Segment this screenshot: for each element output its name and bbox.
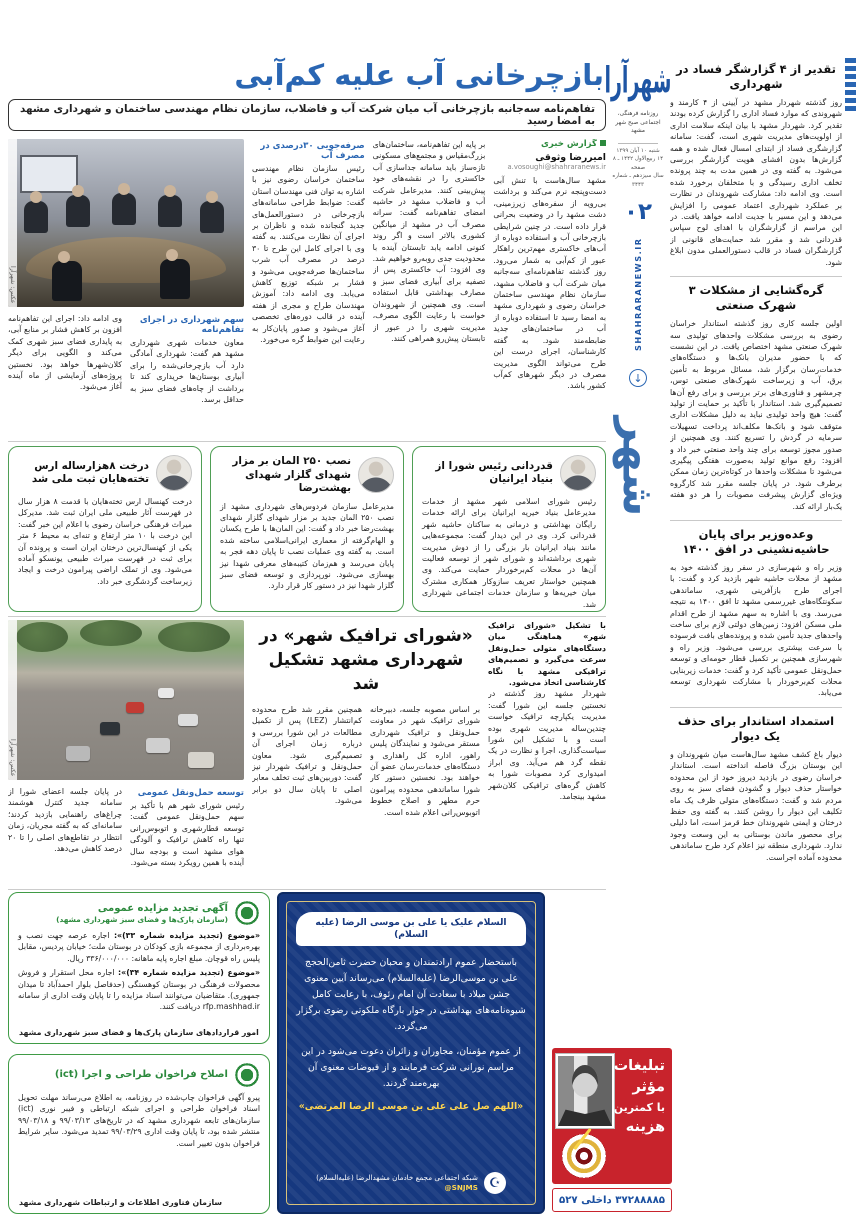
traffic-photo-block	[8, 620, 244, 886]
traffic-under-photo	[8, 786, 244, 886]
card-title: قدردانی رئیس شورا از بنیاد ایرانیان	[435, 459, 553, 485]
lead-headline: بازچرخانی آب علیه کم‌آبی	[234, 58, 604, 92]
masthead-strip	[604, 56, 672, 986]
ad-title: اصلاح فراخوان طراحی و اجرا (ict)	[54, 1069, 228, 1080]
date-hijri: ۱۴ ربیع‌الاول ۱۴۴۲ ـ ۸ صفحه	[612, 156, 664, 171]
article-text: رئیس شورای شهر هم با تأکید بر سهم حمل‌ونقل عمومی گفت: توسعه قطارشهری و اتوبوس‌رانی تنها راه کاهش ترافیک و آلودگی هوای مشهد است و بودجه سال آینده با همین رویکرد بسته می‌شود.	[130, 801, 244, 868]
tree-shape	[80, 620, 142, 646]
article-text: شهردار مشهد روز گذشته در نخستین جلسه این شورا گفت: مدیریت یکپارچه ترافیک خواست چندین‌ساله مدیریت شهری بوده است و با تشکیل این شورا سیاست‌گذاری، اجرا و نظارت در یک نقطه گرد هم می‌آید. وی ابراز امیدواری کرد مصوبات شورا به کاهش گره‌های ترافیکی کلان‌شهر مشهد بینجامد.	[488, 689, 606, 802]
card-title: درخت ۸هزارساله ارس تخته‌هایان ثبت ملی شد	[31, 459, 149, 485]
ad-item	[18, 967, 260, 1013]
promo-column	[552, 1048, 672, 1214]
edition-bar	[845, 98, 856, 103]
brief-body: روز گذشته شهردار مشهد در آیینی از ۴ کارمند و شهروندی که موارد فساد اداری را گزارش کرده بودند تقدیر کرد. شهردار مشهد با بیان اینکه سلامت اداری از اولویت‌های مدیریت شهری است، گفت: سامانه گزارشگری فساد از ابتدای امسال فعال شده و همه گزارش‌ها بدون افشای هویت گزارشگر بررسی می‌شود. به گفته وی در همین مدت به چند پرونده تخلف اداری رسیدگی و با متخلفان برخورد شده است. وی ادامه داد: مشارکت شهروندان در نظارت بر عملکرد شهرداری اعتماد عمومی را افزایش می‌دهد و این مسیر با جدیت ادامه خواهد یافت. در این مراسم از گزارشگران با اهدای لوح سپاس قدردانی شد و مقرر شد حمایت‌های قانونی از گزارشگران فساد در قالب دستورالعملی مدون ابلاغ شود.	[670, 98, 842, 267]
crescent-icon: ☪	[484, 1172, 506, 1194]
auction-ad-box	[8, 892, 270, 1044]
page-number: ۰۲	[623, 199, 653, 225]
official-portrait-photo	[556, 1054, 614, 1128]
lead-body	[8, 139, 606, 438]
meeting-photo	[8, 139, 244, 307]
person-figure	[112, 193, 136, 225]
ad-header	[18, 900, 260, 926]
organization-logo	[234, 900, 260, 926]
ad-item-text: اجاره محل استقرار و فروش محصولات فرهنگی در بوستان کوهسنگی (حدفاصل بلوار احمدآباد تا میدان جمهوری). متقاضیان می‌توانند اسناد مزایده را تا پایان وقت اداری از سامانه rfp.mashhad.ir دریافت کنند.	[18, 968, 260, 1012]
ad-item	[18, 930, 260, 964]
date-persian: شنبه ۱۰ آبان ۱۳۹۹	[616, 147, 660, 154]
photo-credit: عکس: شهرآرا	[8, 620, 17, 780]
traffic-photo	[8, 620, 244, 780]
ad-organization: (سازمان پارک‌ها و فضای سبز شهرداری مشهد)	[56, 914, 228, 924]
article-text: مشهد سال‌هاست با تنش آبی دست‌وپنجه نرم می‌کند و برداشت بی‌رویه از سفره‌های زیرزمینی، دشت مشهد را در وضعیت بحرانی قرار داده است. در چنین شرایطی بازچرخانی آب و استفاده دوباره از آب‌های خاکستری مهم‌ترین راهکار عبور از کم‌آبی به شمار می‌رود. روز گذشته تفاهم‌نامه‌ای سه‌جانبه میان شرکت آب و فاضلاب مشهد، سازمان نظام مهندسی ساختمان خراسان رضوی و شهرداری مشهد به امضا رسید تا استفاده دوباره از آب در ساختمان‌های جدید ضابطه‌مند شود. به گفته کارشناسان، اجرای درست این طرح می‌تواند الگوی مدیریت مصرف در دیگر شهرهای کم‌آب کشور باشد.	[493, 176, 606, 391]
projector-screen-shape	[20, 155, 78, 193]
traffic-column-3	[252, 704, 362, 886]
announcement-text: از عموم مؤمنان، مجاوران و زائران دعوت می‌شود در این مراسم نورانی شرکت فرمایند و از فیوضات معنوی آن بهره‌مند گردند.	[301, 1046, 521, 1089]
edition-bar	[845, 58, 856, 63]
footer-texts	[316, 1173, 478, 1193]
car-shape	[126, 702, 144, 713]
article-text: رئیس سازمان نظام مهندسی ساختمان خراسان رضوی نیز با اشاره به توان فنی مهندسان استان گفت: ضوابط طراحی سامانه‌های بازچرخانی در دستورالعمل‌های جدید گنجانده شده و ناظران بر اجرای آن نظارت می‌کنند. به گفته وی با اجرای کامل این طرح تا ۳۰ درصد در مصرف آب شرب ساختمان‌ها صرفه‌جویی می‌شود و فشار بر شبکه توزیع کاهش می‌یابد. وی ادامه داد: آموزش مهندسان طراح و مجری از هفته آینده در قالب دوره‌های تخصصی آغاز می‌شود و صدور پایان‌کار به رعایت این ضوابط گره می‌خورد.	[251, 164, 365, 345]
ornate-frame	[286, 901, 536, 1205]
brief-title: وعده‌وزیر برای پایان حاشیه‌نشینی در افق ۱۴۰۰	[682, 527, 830, 556]
newspaper-logo: شهرآرا	[604, 60, 672, 102]
article-lead: با تشکیل «شورای ترافیک شهر» هماهنگی میان دستگاه‌های متولی حمل‌ونقل سرعت می‌گیرد و تصمیم‌های ترافیکی مشهد با نگاه کارشناسی اتخاذ می‌شود.	[488, 621, 606, 688]
news-brief	[670, 708, 842, 871]
ad-footer: امور قراردادهای سازمان پارک‌ها و فضای سبز شهرداری مشهد	[19, 1028, 259, 1037]
ad-item-label: «موضوع (تجدید مزایده شماره ۳۳)»:	[113, 931, 261, 940]
announcement-text: باستحضار عموم ارادتمندان و محبان حضرت ثامن‌الحجج علی بن موسی‌الرضا (علیه‌السلام) می‌رساند آیین معنوی جشن میلاد با سعادت آن امام رئوف، با رعایت کامل شیوه‌نامه‌های بهداشتی در جوار بارگاه ملکوتی رضوی برگزار می‌گردد.	[296, 957, 526, 1032]
news-brief	[670, 521, 842, 708]
ad-item-label: «موضوع (تجدید مزایده شماره ۳۴)»:	[118, 968, 261, 978]
article-subhead: سهم شهرداری در اجرای تفاهم‌نامه	[139, 315, 244, 335]
article-text: معاون خدمات شهری شهرداری مشهد هم گفت: شهرداری آمادگی دارد آب بازچرخانی‌شده را برای آبیاری بوستان‌ها خریداری کند تا برداشت از چاه‌های فضای سبز به حداقل برسد.	[129, 338, 244, 405]
ad-item-text: اجاره عرصه جهت نصب و بهره‌برداری از مجموعه بازی کودکان در بوستان ملت؛ خیابان پردیس، مقابل پلیس راه قوچان. مبلغ اجاره پایه ماهانه: ۳۳۶/۰۰۰/۰۰۰ ریال.	[18, 931, 260, 963]
ad-title: آگهی تجدید مزایده عمومی	[97, 902, 228, 914]
promo-phone-number: ۳۷۲۸۸۸۸۵ داخلی ۵۲۷	[552, 1188, 672, 1212]
lead-subtitle: تفاهم‌نامه سه‌جانبه بازچرخانی آب میان شرکت آب و فاضلاب، سازمان نظام مهندسی ساختمان و شهرداری مشهد به امضا رسید	[8, 99, 606, 131]
brief-body: دیوار باغ کشف مشهد سال‌هاست میان شهروندان و این بوستان بزرگ فاصله انداخته است. استاندار خراسان رضوی در بازدید دیروز خود از این محدوده خواستار حذف دیوار و گشودن فضای سبز به روی مردم شد و گفت: دستگاه‌های متولی ظرف یک ماه تکلیف این دیوار را روشن کنند. به گفته وی حفظ درختان و ایمنی شهروندان خط قرمز است، اما دلیلی برای محصور ماندن بوستانی به این وسعت وجود ندارد. شهرداری منطقه نیز اعلام کرد طرح ساماندهی محدوده آماده اجراست.	[670, 749, 842, 862]
lead-column-3	[252, 139, 365, 438]
article-subhead: صرفه‌جویی ۳۰درصدی در مصرف آب	[260, 141, 365, 161]
promo-word: تبلیغات	[613, 1058, 665, 1074]
car-shape	[188, 752, 214, 768]
edition-bar	[845, 74, 856, 79]
social-handle: @SNJMS	[444, 1183, 478, 1192]
section-divider	[8, 889, 606, 890]
organization-logo	[234, 1062, 260, 1088]
news-cards-row	[8, 446, 606, 612]
edition-bar	[845, 66, 856, 71]
card-body: رئیس شورای اسلامی شهر مشهد از خدمات مدیرعامل بنیاد خیریه ایرانیان برای ارائه خدمات رایگان بهداشتی و درمانی به ساکنان حاشیه شهر قدردانی کرد. وی در این دیدار گفت: مجموعه‌هایی مانند بنیاد ایرانیان بار بزرگی را از دوش مدیریت شهری برداشته‌اند و شورای شهر از توسعه فعالیت آن‌ها در محلات کم‌برخوردار حمایت می‌کند. وی همچنین خواستار تعریف سازوکار همکاری مشترک میان خیریه‌ها و سازمان خدمات اجتماعی شهرداری شد.	[422, 497, 596, 609]
article-subhead: توسعه حمل‌ونقل عمومی	[137, 788, 244, 798]
news-card	[8, 446, 202, 612]
car-shape	[178, 714, 198, 726]
article-text: وی ادامه داد: اجرای این تفاهم‌نامه افزون بر کاهش فشار بر منابع آبی، به پایداری فضای سبز شهری کمک می‌کند و الگویی برای دیگر کلان‌شهرها خواهد بود. نخستین پروژه‌های آزمایشی از ماه آینده آغاز می‌شود.	[8, 314, 122, 392]
avatar	[358, 457, 394, 493]
news-card	[412, 446, 606, 612]
car-shape	[66, 746, 90, 761]
brief-title: گره‌گشایی از مشکلات ۳ شهرک صنعتی	[688, 283, 824, 313]
article-text: بر اساس مصوبه جلسه، دبیرخانه شورای ترافیک شهر در معاونت حمل‌ونقل و ترافیک شهرداری مستقر می‌شود و نمایندگان پلیس راهور، اداره کل راهداری و دستگاه‌های خدمات‌رسان عضو آن خواهند بود. نخستین دستور کار شورا ساماندهی محدوده پیرامون حرم مطهر و اصلاح خطوط اتوبوس‌رانی اعلام شده است.	[370, 705, 480, 817]
traffic-article	[8, 620, 606, 886]
footer-org: شبکه اجتماعی مجمع خادمان مشهدالرضا (علیه‌السلام)	[316, 1173, 478, 1182]
person-figure	[200, 201, 224, 233]
person-figure	[66, 195, 90, 227]
brief-body: اولین جلسه کاری روز گذشته استاندار خراسان رضوی به بررسی مشکلات واحدهای تولیدی سه شهرک صنعتی مشهد اختصاص یافت. در این نشست که با حضور مدیران بانک‌ها و دستگاه‌های خدمات‌رسان برگزار شد، مسائل مربوط به تأمین برق، آب و زیرساخت شهرک‌های صنعتی توس، چرمشهر و فناوری‌های برتر بررسی و برای رفع آن‌ها تصمیم‌گیری شد. استاندار با تأکید بر حمایت از تولید گفت: هیچ واحد تولیدی نباید به دلیل مشکلات اداری متوقف شود و بانک‌ها مکلف‌اند پرداخت تسهیلات سرمایه در گردش را تسریع کنند. وی همچنین از صدور مجوز توسعه برای چند واحد صنعتی خبر داد و افزود: رفع موانع تولید به‌صورت هفتگی پیگیری می‌شود تا مشکلات واحدها در کوتاه‌ترین زمان ممکن برطرف شود. در پایان جلسه مقرر شد کارگروه ویژه‌ای گزارش پیشرفت مصوبات را هر دو هفته یک‌بار ارائه کند.	[670, 319, 842, 511]
car-shape	[100, 722, 120, 735]
ad-titles	[56, 903, 228, 924]
section-divider	[8, 441, 606, 442]
news-briefs-column	[670, 56, 842, 1046]
section-title-wrap	[610, 401, 666, 531]
person-figure	[160, 259, 190, 299]
card-header	[18, 455, 192, 491]
dartboard-icon	[562, 1134, 606, 1178]
tree-shape	[158, 622, 230, 652]
car-shape	[158, 688, 174, 698]
edition-bar	[845, 82, 856, 87]
promo-word: مؤثر	[632, 1079, 665, 1095]
lead-column-1	[493, 139, 606, 438]
down-arrow-icon: ↓	[629, 369, 647, 387]
person-figure	[24, 201, 48, 233]
ad-body: پیرو آگهی فراخوان چاپ‌شده در روزنامه، به اطلاع می‌رساند مهلت تحویل اسناد فراخوان طراحی و اجرای شبکه ارتباطی و فیبر نوری (ict) سازمان‌های تابعه شهرداری مشهد که در تاریخ‌های ۹۹/۰۳/۱۳ و ۹۹/۰۳/۱۸ منتشر شده بود، تا پایان وقت اداری ۹۹/۰۳/۲۹ تمدید می‌شود. سایر شرایط فراخوان بدون تغییر است.	[18, 1093, 260, 1148]
ad-footer: سازمان فناوری اطلاعات و ارتباطات شهرداری مشهد	[19, 1198, 223, 1207]
announcement-footer	[296, 1172, 526, 1194]
lead-photo-block	[8, 139, 244, 438]
traffic-column-5	[8, 786, 122, 886]
lead-under-photo	[8, 313, 244, 438]
byline-email: a.vosoughi@shahraranews.ir	[507, 163, 606, 171]
photo-credit: عکس: شهرآرا	[8, 139, 17, 307]
traffic-column-4	[130, 786, 244, 886]
promo-text	[614, 1056, 665, 1138]
section-title: شهر	[612, 416, 664, 516]
lead-column-2	[373, 139, 486, 438]
news-brief	[670, 56, 842, 277]
edition-bar	[845, 90, 856, 95]
person-figure	[158, 195, 182, 227]
article-text: در پایان جلسه اعضای شورا از سامانه جدید کنترل هوشمند چراغ‌های راهنمایی بازدید کردند؛ سامانه‌ای که به گفته مجریان، زمان انتظار در تقاطع‌های اصلی را تا ۲۰ درصد کاهش می‌دهد.	[8, 787, 122, 854]
traffic-headline: «شورای ترافیک شهر» در شهرداری مشهد تشکیل شد	[259, 626, 473, 694]
card-body: مدیرعامل سازمان فردوس‌های شهرداری مشهد از نصب ۲۵۰ المان جدید بر مزار شهدای گلزار شهدای بهشت‌رضا خبر داد و گفت: این المان‌ها با طرح یکسان و الهام‌گرفته از معماری ایرانی‌اسلامی ساخته شده است. به گفته وی عملیات نصب تا پایان دهه فجر به پایان می‌رسد و هم‌زمان کتیبه‌های معرفی شهدا نیز بهسازی می‌شود. نورپردازی و توسعه فضای سبز گلزار شهدا نیز در دستور کار قرار دارد.	[220, 501, 394, 591]
news-brief	[670, 277, 842, 521]
issue-number: سال سیزدهم ـ شماره ۳۴۴۳	[612, 173, 664, 188]
tender-correction-box	[8, 1054, 270, 1214]
advertising-promo-box	[552, 1048, 672, 1184]
card-header	[422, 455, 596, 491]
website-url: SHAHRARANEWS.IR	[633, 237, 643, 351]
news-card	[210, 446, 404, 612]
tagline: روزنامه فرهنگی، اجتماعی صبح شهر مشهد	[615, 111, 661, 134]
promo-word: با کمترین	[613, 1101, 665, 1114]
divider	[618, 143, 658, 144]
lead-column-5	[8, 313, 122, 438]
card-body: درخت کهنسال ارس تخته‌هایان با قدمت ۸ هزار سال در فهرست آثار طبیعی ملی ایران ثبت شد. مدیرکل میراث فرهنگی خراسان رضوی با اعلام این خبر گفت: این درخت با ۱۰ متر ارتفاع و تنه‌ای به محیط ۶ متر یکی از کهنسال‌ترین درختان ایران است و پرونده آن برای ثبت در فهرست میراث طبیعی یونسکو آماده می‌شود. وی از تملک اراضی پیرامون درخت و ایجاد زیرساخت گردشگری خبر داد.	[18, 497, 193, 586]
section-divider	[8, 616, 606, 617]
bottom-row	[8, 892, 672, 1214]
lead-article	[8, 56, 606, 438]
traffic-center	[252, 620, 480, 886]
avatar	[156, 455, 192, 491]
promo-word: هزینه	[625, 1119, 665, 1135]
byline: امیررضا وثوقی	[535, 152, 606, 163]
salutation-arch: السلام علیک یا علی بن موسی الرضا (علیه السلام)	[296, 912, 526, 946]
ad-titles	[55, 1069, 228, 1081]
avatar	[560, 455, 596, 491]
edition-marker	[845, 58, 856, 111]
traffic-column-1	[488, 620, 606, 886]
card-title: نصب ۲۵۰ المان بر مزار شهدای گلزار شهدای بهشت‌رضا	[232, 455, 351, 494]
highlight-line: «اللهم صل علی علی بن موسی الرضا المرتضی»	[298, 1101, 524, 1112]
ad-header	[18, 1062, 260, 1088]
kicker-label: گزارش خبری	[493, 139, 606, 149]
traffic-text-cols	[252, 704, 480, 886]
tree-shape	[16, 622, 68, 652]
article-text: همچنین مقرر شد طرح محدوده کم‌انتشار (LEZ) پس از تکمیل مطالعات در این شورا بررسی و درباره زمان اجرای آن تصمیم‌گیری شود. معاون حمل‌ونقل و ترافیک شهردار نیز گفت: دوربین‌های ثبت تخلف معابر اصلی تا پایان سال دو برابر می‌شود.	[252, 705, 362, 806]
edition-bar	[845, 106, 856, 111]
religious-announcement-box	[277, 892, 545, 1214]
card-header	[220, 455, 394, 496]
brief-title: استمداد استاندار برای حذف یک دیوار	[677, 713, 835, 743]
brief-title: تقدیر از ۴ گزارشگر فساد در شهرداری	[676, 62, 836, 91]
brief-body: وزیر راه و شهرسازی در سفر روز گذشته خود به مشهد از محلات حاشیه شهر بازدید کرد و گفت: با اجرای طرح بازآفرینی شهری، ساماندهی سکونتگاه‌های غیررسمی مشهد تا افق ۱۴۰۰ به نتیجه می‌رسد. وی با اشاره به سهم مشهد از طرح اقدام ملی مسکن افزود: زمین‌های دولتی لازم برای ساخت واحدهای جدید تأمین شده و پرونده‌های بافت فرسوده با سرعت بیشتری بررسی می‌شود. وزیر راه و شهرسازی همچنین بر تکمیل قطار حومه‌ای و توسعه حمل‌ونقل عمومی تأکید کرد و گفت: خدمات زیربنایی محلات کم‌برخوردار با مشارکت شهرداری توسعه می‌یابد.	[670, 563, 842, 698]
car-shape	[146, 738, 170, 753]
lead-column-4	[130, 313, 244, 438]
article-text: بر پایه این تفاهم‌نامه، ساختمان‌های بزرگ‌مقیاس و مجتمع‌های مسکونی تازه‌ساز باید سامانه جداسازی آب خاکستری را در نقشه‌های خود پیش‌بینی کنند. مدیرعامل شرکت آب و فاضلاب مشهد در حاشیه امضای تفاهم‌نامه گفت: سرانه مصرف آب در مشهد از میانگین کشوری بالاتر است و اگر روند کنونی ادامه یابد تابستان آینده با محدودیت جدی روبه‌رو خواهیم شد. وی افزود: آب خاکستری پس از تصفیه برای آبیاری فضای سبز و مصارف بهداشتی قابل استفاده است. وی همچنین از شهروندان خواست با رعایت الگوی مصرف، مدیریت شهری را در عبور از تابستان پیش‌رو همراهی کنند.	[372, 140, 486, 343]
person-figure	[52, 261, 82, 301]
traffic-column-2	[370, 704, 480, 886]
